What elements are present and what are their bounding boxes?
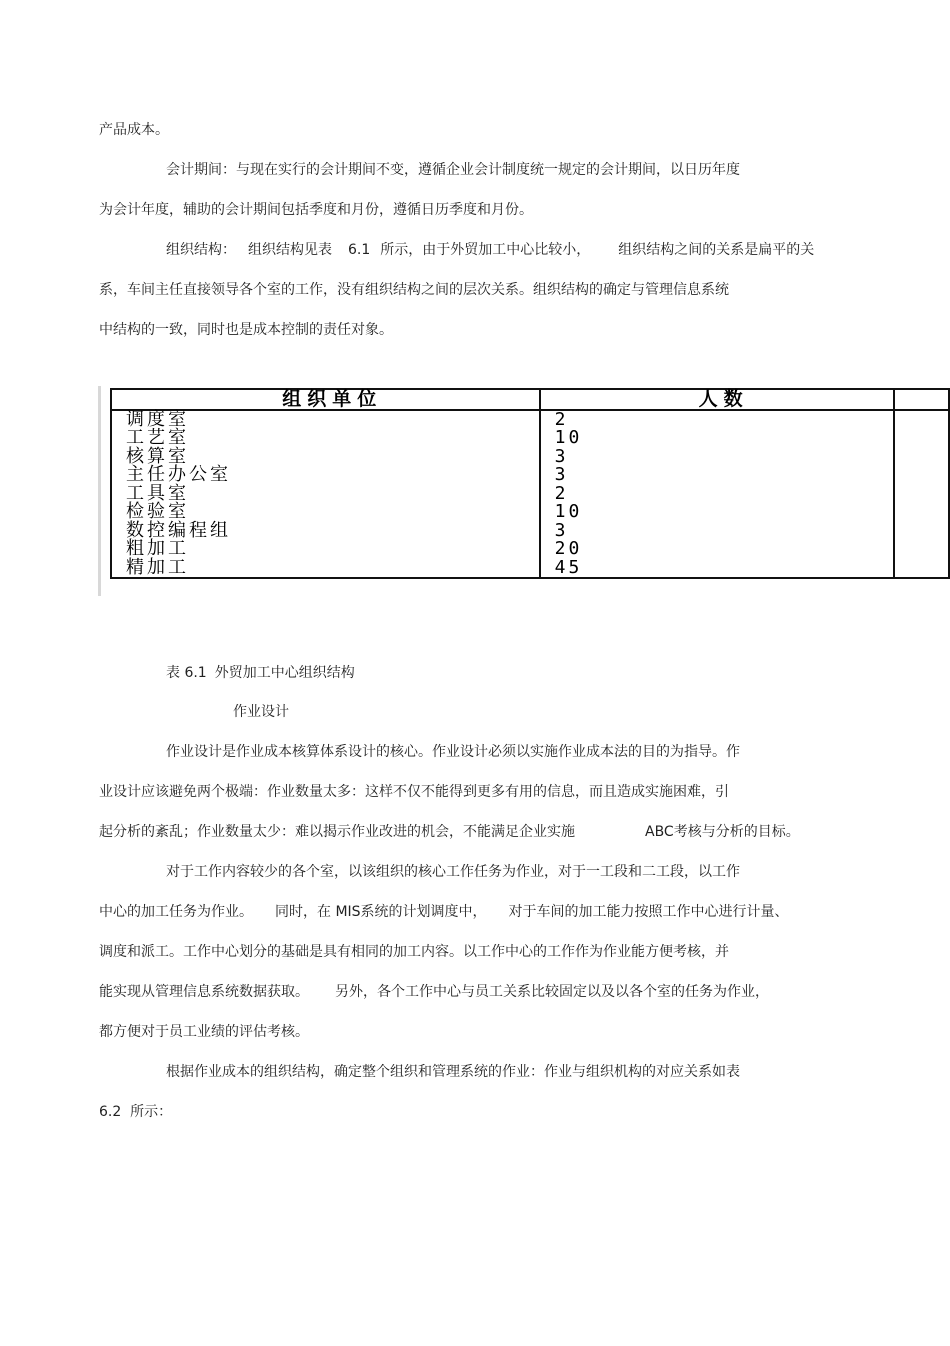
paragraph-activity-mapping-line1: 根据作业成本的组织结构，确定整个组织和管理系统的作业：作业与组织机构的对应关系如表 <box>166 1064 740 1080</box>
table-header-row <box>111 389 949 410</box>
headcount-cell: 10 <box>540 503 894 522</box>
org-unit-cell: 工艺室 <box>111 429 540 448</box>
table-ref-6-1: 6.1 <box>348 242 371 258</box>
header-headcount: 人数 <box>540 389 894 410</box>
header-extra <box>894 389 949 410</box>
paragraph-accounting-period-line2: 为会计年度，辅助的会计期间包括季度和月份，遵循日历季度和月份。 <box>99 202 533 218</box>
work-center-line4-a: 能实现从管理信息系统数据获取。 <box>99 984 309 1000</box>
work-center-line2-a: 中心的加工任务为作业。 <box>99 904 253 920</box>
table-row <box>111 448 949 467</box>
org-structure-shown: 所示，由于外贸加工中心比较小， <box>380 242 591 258</box>
headcount-cell: 45 <box>540 559 894 579</box>
headcount-cell: 3 <box>540 448 894 467</box>
org-unit-cell: 调度室 <box>111 410 540 430</box>
org-structure-label: 组织结构： <box>166 242 236 258</box>
section-title: 作业设计 <box>233 704 289 720</box>
header-org-unit: 组织单位 <box>111 389 540 410</box>
org-table-image <box>98 386 950 596</box>
empty-cell <box>894 540 949 559</box>
org-structure-flat: 组织结构之间的关系是扁平的关 <box>618 242 815 258</box>
headcount-cell: 2 <box>540 485 894 504</box>
org-structure-see-table: 组织结构见表 <box>248 242 332 258</box>
org-unit-cell: 粗加工 <box>111 540 540 559</box>
paragraph-org-structure-line3: 中结构的一致，同时也是成本控制的责任对象。 <box>99 322 393 338</box>
paragraph-work-center-line5: 都方便对于员工业绩的评估考核。 <box>99 1024 309 1040</box>
table-caption <box>166 664 355 682</box>
table-row <box>111 540 949 559</box>
headcount-cell: 10 <box>540 429 894 448</box>
paragraph-work-center-line4 <box>99 983 769 1001</box>
table-left-edge <box>98 386 101 596</box>
empty-cell <box>894 559 949 579</box>
work-center-line2-c: 对于车间的加工能力按照工作中心进行计量、 <box>508 904 789 920</box>
paragraph-activity-mapping-line2: 6.2 所示： <box>99 1104 173 1120</box>
paragraph-work-center-line3: 调度和派工。工作中心划分的基础是具有相同的加工内容。以工作中心的工作作为作业能方便考核，并 <box>99 944 729 960</box>
table-row <box>111 522 949 541</box>
headcount-cell: 20 <box>540 540 894 559</box>
table-row <box>111 410 949 430</box>
activity-design-line3-a: 起分析的紊乱；作业数量太少：难以揭示作业改进的机会，不能满足企业实施 <box>99 824 575 840</box>
paragraph-work-center-line2 <box>99 903 789 921</box>
empty-cell <box>894 410 949 430</box>
empty-cell <box>894 485 949 504</box>
empty-cell <box>894 466 949 485</box>
caption-label: 表 6.1 <box>166 665 207 681</box>
table-row <box>111 466 949 485</box>
org-unit-cell: 主任办公室 <box>111 466 540 485</box>
table-row <box>111 429 949 448</box>
paragraph-product-cost: 产品成本。 <box>99 122 169 138</box>
activity-design-line3-b: ABC考核与分析的目标。 <box>645 824 800 840</box>
table-row <box>111 559 949 579</box>
paragraph-activity-design-line1: 作业设计是作业成本核算体系设计的核心。作业设计必须以实施作业成本法的目的为指导。作 <box>166 744 740 760</box>
headcount-cell: 3 <box>540 522 894 541</box>
org-unit-cell: 精加工 <box>111 559 540 579</box>
paragraph-work-center-line1: 对于工作内容较少的各个室，以该组织的核心工作任务为作业，对于一工段和二工段，以工作 <box>166 864 740 880</box>
paragraph-org-structure-line1 <box>166 241 814 259</box>
table-row <box>111 485 949 504</box>
org-unit-cell: 核算室 <box>111 448 540 467</box>
table-row <box>111 503 949 522</box>
paragraph-activity-design-line3 <box>99 823 800 841</box>
org-structure-table <box>110 388 950 579</box>
headcount-cell: 3 <box>540 466 894 485</box>
empty-cell <box>894 522 949 541</box>
org-unit-cell: 数控编程组 <box>111 522 540 541</box>
paragraph-accounting-period-line1: 会计期间：与现在实行的会计期间不变，遵循企业会计制度统一规定的会计期间，以日历年度 <box>166 162 740 178</box>
headcount-cell: 2 <box>540 410 894 430</box>
org-unit-cell: 工具室 <box>111 485 540 504</box>
caption-text: 外贸加工中心组织结构 <box>214 665 355 681</box>
work-center-line4-b: 另外，各个工作中心与员工关系比较固定以及以各个室的任务为作业， <box>335 984 769 1000</box>
empty-cell <box>894 429 949 448</box>
empty-cell <box>894 503 949 522</box>
org-unit-cell: 检验室 <box>111 503 540 522</box>
empty-cell <box>894 448 949 467</box>
work-center-line2-b: 同时，在 MIS系统的计划调度中， <box>275 904 487 920</box>
paragraph-activity-design-line2: 业设计应该避免两个极端：作业数量太多：这样不仅不能得到更多有用的信息，而且造成实施困难，引 <box>99 784 729 800</box>
paragraph-org-structure-line2: 系，车间主任直接领导各个室的工作，没有组织结构之间的层次关系。组织结构的确定与管理信息系统 <box>99 282 729 298</box>
